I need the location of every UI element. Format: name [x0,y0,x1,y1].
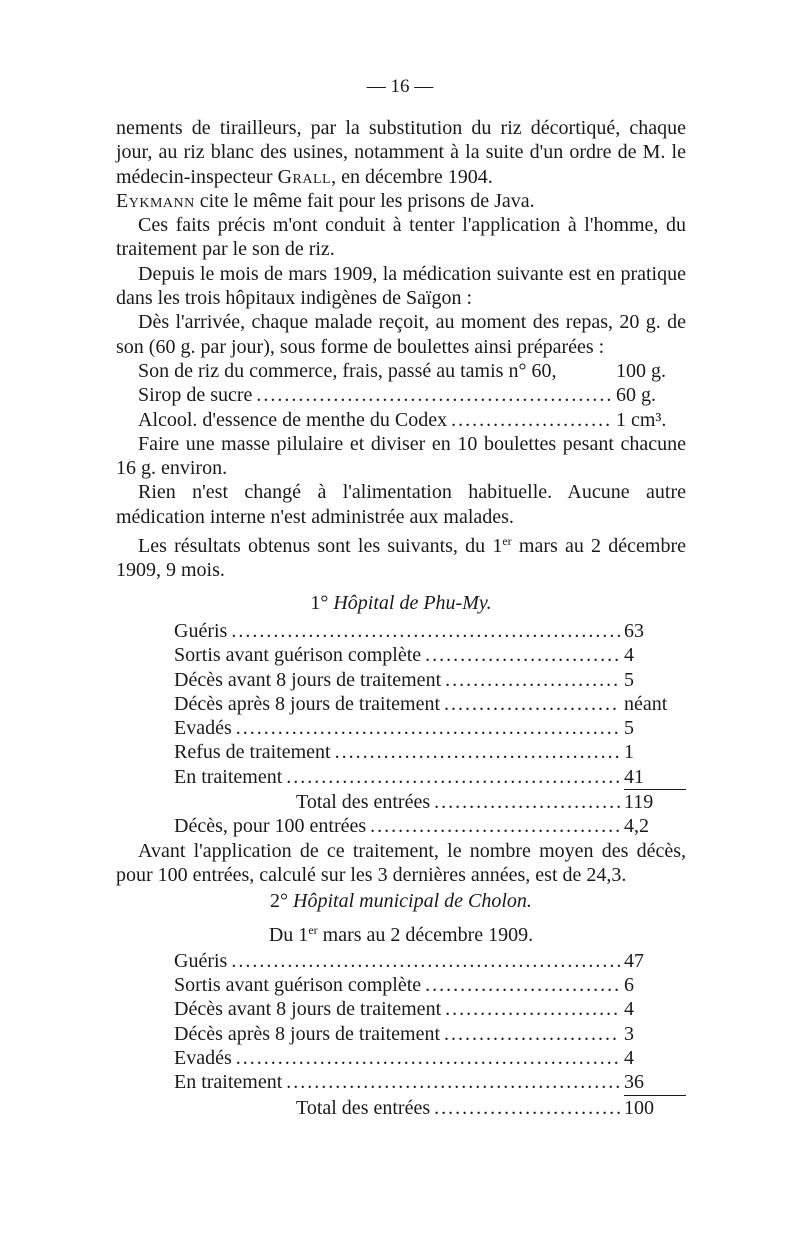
total-row: Total des entrées ..... 119 [116,789,686,814]
section-1-table [116,619,686,839]
section-2-heading: 2° Hôpital municipal de Cholon. [270,890,532,913]
total-row: Total des entrées ..... 100 [116,1095,686,1120]
table-row: Décès avant 8 jours de traitement ..... 5 [116,668,686,692]
table-row: Refus de traitement ..... 1 [116,740,686,764]
table-row: En traitement ..... 36 [116,1070,686,1094]
paragraph-7: Les résultats obtenus sont les suivants, du 1er mars au 2 décembre 1909, 9 mois. [116,534,686,582]
recipe-row: Son de riz du commerce, frais, passé au tamis n° 60, 100 g. [138,359,666,382]
recipe-row: Sirop de sucre ..... 60 g. [116,383,686,407]
recipe-row: Alcool. d'essence de menthe du Codex ..... 1 cm³. [116,408,686,432]
paragraph-1b: Eykmann cite le même fait pour les prisons de Java. [116,189,535,212]
recipe-list [116,359,686,432]
table-row: Evadés ..... 5 [116,716,686,740]
paragraph-6: Rien n'est changé à l'alimentation habituelle. Aucune autre médication interne n'est administrée aux malades. [116,481,686,528]
paragraph-2: Ces faits précis m'ont conduit à tenter l'application à l'homme, du traitement par le son de riz. [116,214,686,261]
paragraph-5: Faire une masse pilulaire et diviser en 10 boulettes pesant chacune 16 g. environ. [116,432,686,480]
table-row: Guéris ..... 63 [116,619,686,643]
table-row: Sortis avant guérison complète ..... 6 [116,973,686,997]
author-name-eykmann: Eykmann [116,189,195,212]
paragraph-4: Dès l'arrivée, chaque malade reçoit, au moment des repas, 20 g. de son (60 g. par jour), sous forme de boulettes ainsi préparées : [116,311,686,358]
paragraph-1: nements de tirailleurs, par la substitution du riz décortiqué, chaque jour, au riz blanc des usines, notamment à la suite d'un ordre de M. le médecin-inspecteur Grall, en décembre 1904. [116,117,686,188]
section-1-heading: 1° Hôpital de Phu-My. [310,591,492,614]
table-row: Guéris ..... 47 [116,949,686,973]
paragraph-3: Depuis le mois de mars 1909, la médication suivante est en pratique dans les trois hôpitaux indigènes de Saïgon : [116,262,686,310]
deaths-rate-row: Décès, pour 100 entrées ..... 4,2 [116,814,686,838]
table-row: Evadés ..... 4 [116,1046,686,1070]
table-row: Sortis avant guérison complète ..... 4 [116,643,686,667]
table-row: En traitement ..... 41 [116,765,686,789]
text-body [116,116,686,1120]
page-number: — 16 — [366,76,434,97]
paragraph-8: Avant l'application de ce traitement, le nombre moyen des décès, pour 100 entrées, calculé sur les 3 dernières années, est de 24,3. [116,839,686,886]
table-row: Décès après 8 jours de traitement ..... 3 [116,1022,686,1046]
section-2-subheading: Du 1er mars au 2 décembre 1909. [268,922,534,946]
table-row: Décès après 8 jours de traitement ..... néant [116,692,686,716]
author-name-grall: Grall [277,165,332,188]
section-2-table [116,949,686,1120]
table-row: Décès avant 8 jours de traitement ..... 4 [116,997,686,1021]
